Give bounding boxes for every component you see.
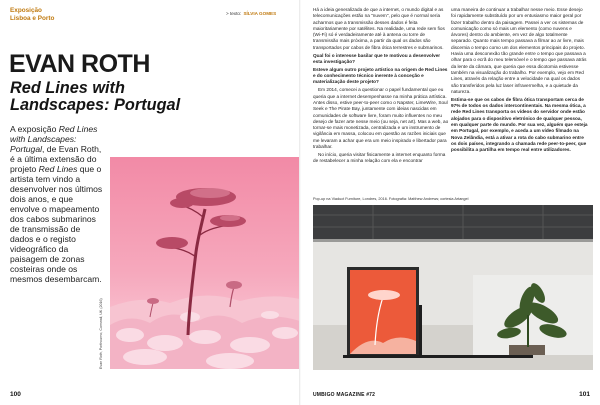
body-paragraph: Em 2014, comecei a questionar o papel fundamental que eu queria que a internet desempenhasse na minha prática artística. Antes disso, estive peer-to-peer como o Napster, LimeWire, Soul Seek e The Pirate Bay, juntamente com ideias nascidas em comunidades de software livre, foram muito influentes no meu desejo de fazer arte nesse meio (ou seja, net art). Mas a web, ao tornar-se mais monetizada, centralizada e um instrumento de vigilância em massa, colocou em questão as razões iniciais que me levaram a achar que era um meio inspirado e libertador para trabalhar. [313,87,449,150]
pink-tree-landscape-image [110,157,300,369]
lead-text-run: , de Evan Roth, é a última extensão do projeto [10,144,102,174]
photo-credit: Evan Roth, Porthcurno, Cornwall, UK (2016) [99,298,103,369]
body-paragraph: Há a ideia generalizada de que a internet, o mundo digital e as telecomunicações estão na "nuvem", pelo que é normal seria acharmos que a transmissão desses dados é feita maioritariamente por satélites. Na realidade, uma rede sem fios (Wi-Fi) só é verdadeiramente até à antena ou torre de transmissão mais próxima, a partir da qual os dados são transportados por cabos de fibra ótica terrestres e submarinos. [313,7,445,50]
body-paragraph: uma maneira de continuar a trabalhar nesse meio. Esse desejo foi rapidamente substituído por um entusiasmo maior geral por fazer trabalho dentro da paisagem. Passei a ver os sistemas de comunicação como só mais um elemento (como nuvens e árvores) dentro do ambiente, em vez de algo totalmente separado. Quanto mais tempo passava a filmar ao ar livre, mais discernia o tempo como um dos elementos principais do projeto. Havia uma desconexão tão grande entre o tempo que passava a olhar para o ecrã do meu telemóvel e o tempo que passava atrás da lente da câmara, que queria que essa dicotomia estivesse também na visualização do trabalho. Por exemplo, vejo em Red Lines, através da relação entre a velocidade na qual os dados são transferidos pela luz laser infravermelha, e a quietude da natureza. [451,7,587,94]
right-page [301,0,600,405]
page-number-right: 101 [579,391,590,398]
text-column-2 [451,7,588,155]
installation-view-image [313,205,593,370]
credit-name: SÍLVIA GOMES [243,11,277,16]
lead-italic-run: Red Lines [38,164,78,174]
installation-photo-caption: Pop-up na Viaduct Furniture, Londres, 2016. Fotografia: Matthew Andrews; cortesia Artangel [313,197,469,201]
body-paragraph: No início, queria visitar fisicamente a internet enquanto forma de restabelecer a minha relação com ela e encontrar [313,151,446,164]
credit-prefix: > texto: [226,11,242,16]
section-line-2: Lisboa e Porto [10,15,55,22]
lead-text-run: que o artista tem vindo a desenvolver nos últimos dois anos, e que envolve o mapeamento dos cabos submarinos de transmissão de dados e o registo videográfico da paisagem de zonas costeiras onde os mesmos desembarcam. [10,164,103,284]
section-line-1: Exposição [10,7,42,14]
pink-landscape-photo [110,157,300,369]
interview-question: Esteve algum outro projeto artístico na origem de Red Lines e do conhecimento técnico inerente à conceção e materialização deste projeto? [313,66,448,85]
text-column-1 [313,7,450,166]
lead-paragraph [10,124,105,284]
author-credit [226,11,276,16]
page-number-left: 100 [10,391,21,398]
interview-question: Qual foi o interesse basilar que te motivou a desenvolver esta investigação? [313,52,441,64]
interview-question: Estima-se que os cabos de fibra ótica transportam cerca de 97% de todos os dados intercontinentais. Na mesma ótica, a rede Red Lines transporta os vídeos do servidor onde estão alojados para o dispositivo eletrónico de qualquer pessoa, em qualquer parte do mundo. Por sua vez, alguém que esteja em Portugal, por exemplo, e aceda a um vídeo filmado na Nova Zelândia, está a ativar a rota do cabo submarino entre os dois países, integrando a chamada rede peer-to-peer, que possibilita a partilha em tempo real entre utilizadores. [451,96,588,153]
lead-italic-run: Red Lines with Landscapes: Portugal [10,124,98,154]
section-label [10,7,54,23]
artist-name: EVAN ROTH [9,50,150,78]
title-line-2: Landscapes: Portugal [10,96,181,114]
title-line-1: Red Lines with [10,79,125,97]
exhibition-title [10,80,300,114]
magazine-name: UMBIGO MAGAZINE #72 [313,392,376,398]
installation-photo [313,205,593,370]
lead-text-run: A exposição [10,124,59,134]
